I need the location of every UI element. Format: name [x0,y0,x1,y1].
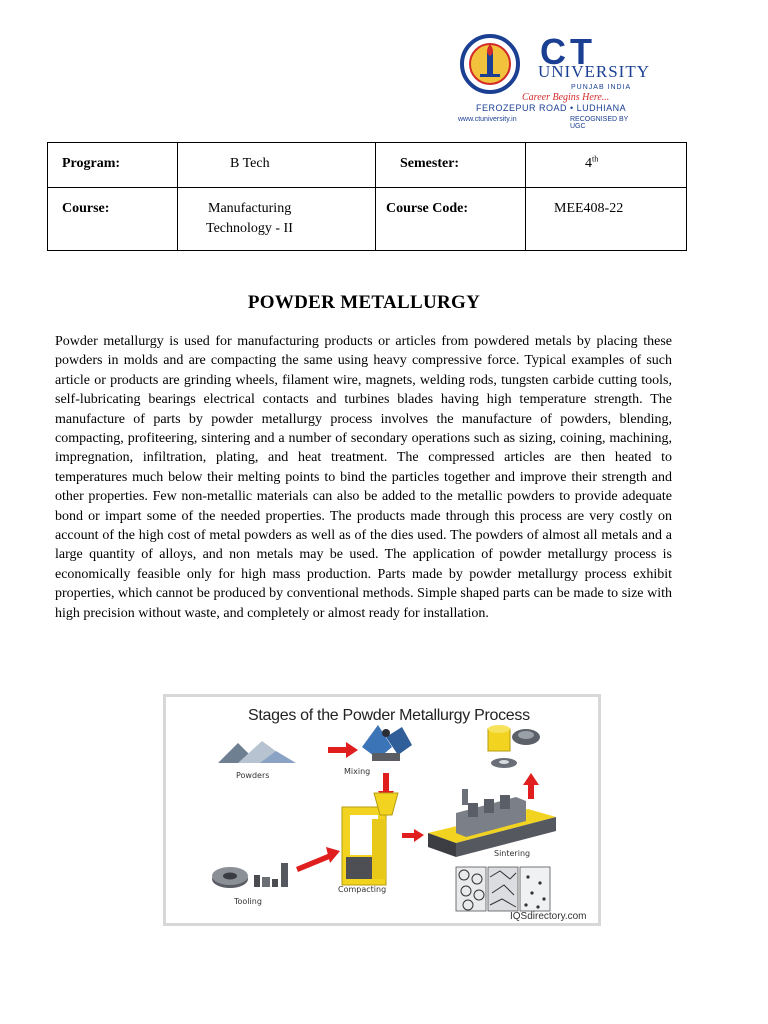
course-code-value: MEE408-22 [554,201,624,216]
course-code-value-cell [526,188,687,251]
semester-number: 4 [585,156,592,171]
semester-value [526,143,686,174]
table-row [48,188,687,251]
process-figure [163,694,601,926]
university-logo [456,31,650,130]
course-value-line2: Technology - II [206,221,293,236]
university-seal-icon [460,34,520,94]
logo-ct-letters: CT [540,31,596,72]
program-value: B Tech [230,156,270,171]
mixer-icon [362,725,412,761]
semester-value-cell [526,143,687,188]
body-paragraph: Powder metallurgy is used for manufacturing products or articles from powdered metals by placing these powders in molds and are compacting the same using heavy compressive force. Typical examples of such article or products are grinding wheels, filament wire, magnets, welding rods, tungsten carbide cutting tools, self-lubricating bearings electrical contacts and turbines blades having high temperature strength. The manufacture of parts by powder metallurgy process involves the manufacture of powders, blending, compacting, profiteering, sintering and a number of secondary operations such as sizing, coining, machining, impregnation, infiltration, plating, and heat treatment. The compressed articles are then heated to temperatures much below their melting points to bind the particles together and improve their strength and other properties. Few non-metallic materials can also be added to the metallic powders to provide adequate bond or impart some of the needed properties. The products made through this process are very costly on account of the high cost of metal powders as well as of the dies used. The powders of almost all metals and a large quantity of alloys, and non metals may be used. The application of powder metallurgy process is economically feasible only for high mass production. Parts made by powder metallurgy process exhibit properties, which cannot be produced by conventional methods. Simple shaped parts can be made to size with high precision without waste, and completely or almost ready for installation. [55,334,672,621]
logo-website: www.ctuniversity.in [458,116,517,123]
microstructure-panel-3 [520,867,550,911]
label-tooling: Tooling [234,897,262,906]
course-info-table [47,142,687,251]
tooling-icon [212,863,288,888]
document-title: POWDER METALLURGY [247,292,481,313]
logo-university-name: UNIVERSITY [538,62,650,81]
table-row [48,143,687,188]
course-code-label: Course Code: [386,201,469,216]
course-value [178,188,375,239]
course-label: Course: [62,201,110,216]
logo-address: FEROZEPUR ROAD • LUDHIANA [476,103,627,113]
compacting-press-icon [342,793,398,885]
arrow-right-icon [328,742,358,758]
figure-source: IQSdirectory.com [510,911,587,922]
arrow-up-icon [523,773,539,799]
course-label-cell [48,188,178,251]
semester-suffix: th [592,154,599,164]
arrow-right-icon [402,829,424,842]
logo-recognition: RECOGNISED BY UGC [570,116,629,130]
course-code-label-cell [376,188,526,251]
finished-parts-icon [488,725,540,768]
microstructure-panel-2 [488,867,518,911]
semester-label-cell [376,143,526,188]
program-label-cell [48,143,178,188]
arrow-right-icon [296,847,340,872]
label-sintering: Sintering [494,849,531,858]
label-compacting: Compacting [338,885,387,894]
program-label: Program: [62,156,121,171]
figure-title: Stages of the Powder Metallurgy Process [248,707,530,724]
course-value-line1: Manufacturing [208,201,292,216]
semester-label: Semester: [400,156,460,171]
label-powders: Powders [236,771,270,780]
label-mixing: Mixing [344,767,371,776]
sintering-furnace-icon [428,789,556,857]
logo-punjab-india: PUNJAB INDIA [571,84,632,91]
logo-tagline: Career Begins Here... [522,92,610,103]
course-value-cell [178,188,376,251]
microstructure-panel-1 [456,867,486,911]
program-value-cell [178,143,376,188]
powders-icon [218,741,296,763]
